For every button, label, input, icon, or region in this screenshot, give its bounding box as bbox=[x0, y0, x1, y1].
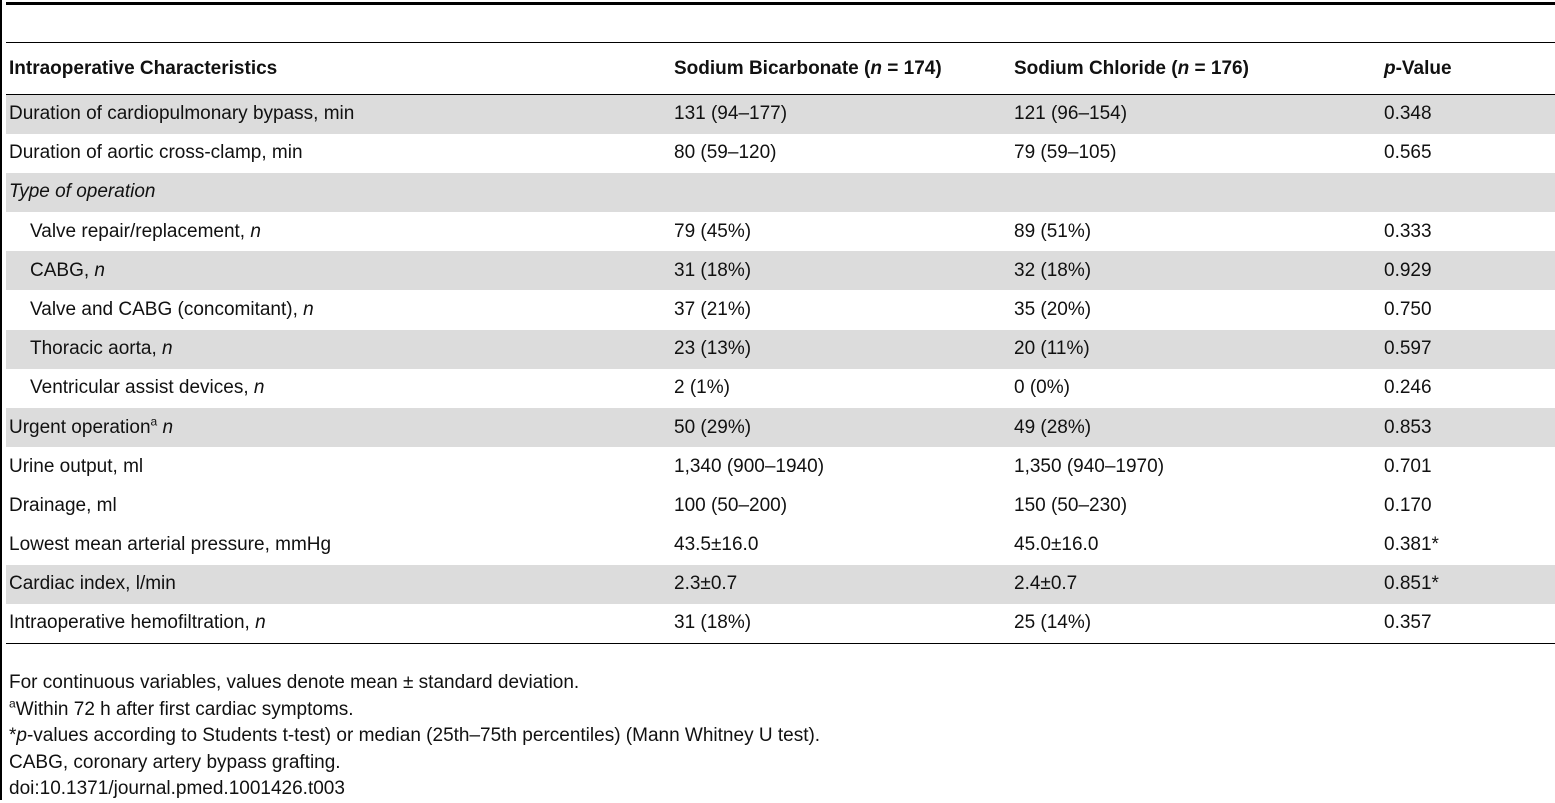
header-sodium-bicarbonate: Sodium Bicarbonate (n = 174) bbox=[671, 44, 1011, 95]
row-label: Drainage, ml bbox=[9, 494, 117, 516]
bicarb-value: 31 (18%) bbox=[671, 604, 1011, 643]
footnote-cabg: CABG, coronary artery bypass grafting. bbox=[9, 751, 341, 773]
chloride-value: 45.0±16.0 bbox=[1014, 534, 1099, 556]
row-label: Urine output, ml bbox=[9, 455, 144, 477]
table-row bbox=[6, 447, 1555, 486]
bicarb-value bbox=[671, 173, 1011, 212]
footnote-marker: a bbox=[150, 414, 158, 429]
bicarb-value: 23 (13%) bbox=[674, 338, 752, 360]
p-value: 0.246 bbox=[1384, 377, 1432, 399]
row-label: Thoracic aorta, n bbox=[30, 338, 173, 360]
table-row bbox=[6, 565, 1555, 604]
p-value: 0.853 bbox=[1384, 416, 1432, 438]
chloride-value: 121 (96–154) bbox=[1014, 103, 1128, 125]
chloride-value: 2.4±0.7 bbox=[1014, 573, 1078, 595]
row-label: Cardiac index, l/min bbox=[9, 573, 176, 595]
p-value bbox=[1381, 173, 1555, 212]
left-border bbox=[0, 0, 2, 800]
p-value: 0.565 bbox=[1384, 142, 1432, 164]
table-header-rule bbox=[6, 42, 1555, 43]
row-label: Valve and CABG (concomitant), n bbox=[30, 299, 314, 321]
row-label: Valve repair/replacement, n bbox=[30, 220, 261, 242]
bicarb-value: 50 (29%) bbox=[674, 416, 752, 438]
row-label: Intraoperative hemofiltration, n bbox=[6, 604, 671, 643]
bicarb-value: 37 (21%) bbox=[674, 299, 752, 321]
table-row bbox=[6, 134, 1555, 173]
table-row bbox=[6, 95, 1555, 134]
row-label: Lowest mean arterial pressure, mmHg bbox=[9, 534, 332, 556]
table-row bbox=[6, 486, 1555, 525]
bicarb-value: 2.3±0.7 bbox=[674, 573, 738, 595]
table-footnotes bbox=[9, 670, 820, 803]
bicarb-value: 31 (18%) bbox=[674, 259, 752, 281]
bicarb-value: 131 (94–177) bbox=[674, 103, 788, 125]
intraoperative-table bbox=[6, 44, 1555, 644]
table-row bbox=[6, 330, 1555, 369]
chloride-value: 150 (50–230) bbox=[1014, 494, 1128, 516]
p-value: 0.357 bbox=[1381, 604, 1555, 643]
p-value: 0.851* bbox=[1384, 573, 1439, 595]
chloride-value: 1,350 (940–1970) bbox=[1014, 455, 1165, 477]
bicarb-value: 80 (59–120) bbox=[674, 142, 777, 164]
footnote-a: $^a$Within 72 h after first cardiac symptoms. bbox=[9, 696, 354, 720]
chloride-value: 49 (28%) bbox=[1014, 416, 1092, 438]
row-label: Ventricular assist devices, n bbox=[30, 377, 265, 399]
chloride-value: 35 (20%) bbox=[1014, 299, 1092, 321]
p-value: 0.348 bbox=[1384, 103, 1432, 125]
chloride-value: 25 (14%) bbox=[1011, 604, 1381, 643]
table-row bbox=[6, 369, 1555, 408]
table-top-rule bbox=[6, 2, 1555, 5]
doi-link[interactable]: doi:10.1371/journal.pmed.1001426.t003 bbox=[9, 778, 345, 799]
chloride-value bbox=[1011, 173, 1381, 212]
table-row bbox=[6, 251, 1555, 290]
p-value: 0.929 bbox=[1384, 259, 1432, 281]
p-value: 0.750 bbox=[1384, 299, 1432, 321]
chloride-value: 79 (59–105) bbox=[1014, 142, 1117, 164]
table-row bbox=[6, 604, 1555, 643]
bicarb-value: 79 (45%) bbox=[674, 220, 752, 242]
footnote-star: *p-values according to Students t-test) or median (25th–75th percentiles) (Mann Whitney U test). bbox=[9, 725, 821, 746]
section-label: Type of operation bbox=[9, 181, 156, 203]
chloride-value: 89 (51%) bbox=[1014, 220, 1092, 242]
p-value: 0.597 bbox=[1384, 338, 1432, 360]
row-label: Duration of cardiopulmonary bypass, min bbox=[9, 103, 355, 125]
table-row bbox=[6, 212, 1555, 251]
chloride-value: 0 (0%) bbox=[1014, 377, 1070, 399]
row-label: CABG, n bbox=[30, 259, 105, 281]
bicarb-value: 43.5±16.0 bbox=[674, 534, 759, 556]
p-value: 0.170 bbox=[1384, 494, 1432, 516]
chloride-value: 20 (11%) bbox=[1014, 338, 1090, 360]
table-row bbox=[6, 526, 1555, 565]
bicarb-value: 1,340 (900–1940) bbox=[674, 455, 825, 477]
bicarb-value: 100 (50–200) bbox=[674, 494, 788, 516]
bicarb-value: 2 (1%) bbox=[674, 377, 730, 399]
footnote-continuous: For continuous variables, values denote mean ± standard deviation. bbox=[9, 672, 580, 693]
p-value: 0.381* bbox=[1384, 534, 1439, 556]
header-characteristic: Intraoperative Characteristics bbox=[6, 44, 671, 95]
table-row-section bbox=[6, 173, 1555, 212]
row-label: Urgent operation$^a$ n bbox=[9, 414, 174, 438]
p-value: 0.701 bbox=[1384, 455, 1432, 477]
table-row bbox=[6, 290, 1555, 329]
table-header-row bbox=[6, 44, 1555, 95]
p-value: 0.333 bbox=[1384, 220, 1432, 242]
row-label: Duration of aortic cross-clamp, min bbox=[9, 142, 303, 164]
header-sodium-chloride: Sodium Chloride (n = 176) bbox=[1011, 44, 1381, 95]
table-row bbox=[6, 408, 1555, 447]
header-p-value: p-Value bbox=[1381, 44, 1555, 95]
chloride-value: 32 (18%) bbox=[1014, 259, 1092, 281]
